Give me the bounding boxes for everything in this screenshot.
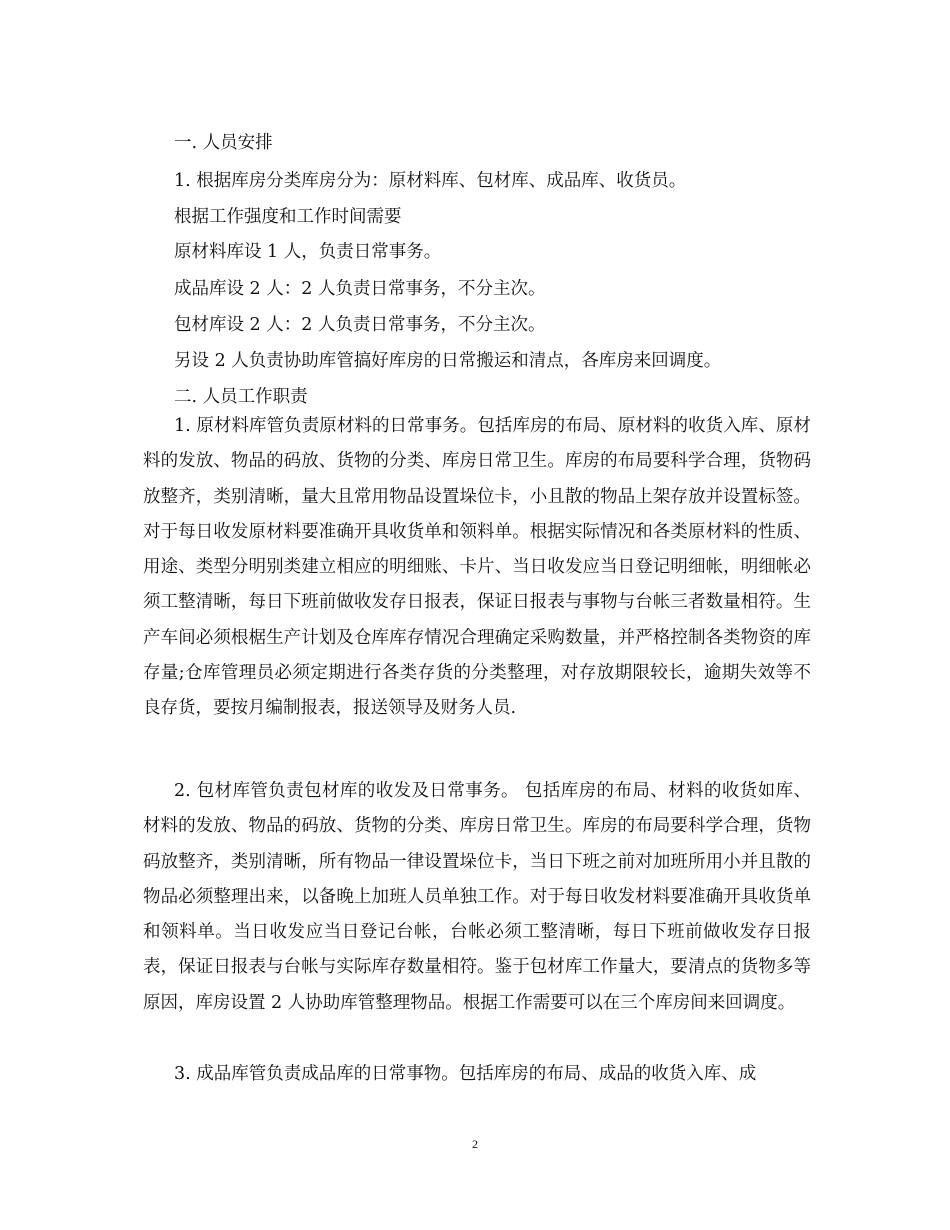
text-line: 成品库设 2 人：2 人负责日常事务，不分主次。 — [174, 279, 546, 299]
text-line: 包材库设 2 人：2 人负责日常事务，不分主次。 — [174, 315, 546, 335]
text-line: 根据工作强度和工作时间需要 — [174, 207, 402, 227]
text-line: 另设 2 人负责协助库管搞好库房的日常搬运和清点，各库房来回调度。 — [174, 351, 722, 371]
text-line: 1. 根据库房分类库房分为：原材料库、包材库、成品库、收货员。 — [174, 171, 687, 191]
section-heading-1: 一. 人员安排 — [174, 133, 273, 153]
page-number: 2 — [472, 1137, 478, 1151]
paragraph-1: 1. 原材料库管负责原材料的日常事务。包括库房的布局、原材料的收货入库、原材料的发放、物品的码放、货物的分类、库房日常卫生。库房的布局要科学合理，货物码放整齐，类别清晰，量大且常用物品设置垛位卡，小且散的物品上架存放并设置标签。对于每日收发原材料要准确开具收货单和领料单。根据实际情况和各类原材料的性质、用途、类型分明别类建立相应的明细账、卡片、当日收发应当日登记明细帐，明细帐必须工整清晰，每日下班前做收发存日报表，保证日报表与事物与台帐三者数量相符。生产车间必须根椐生产计划及仓库库存情况合理确定采购数量，并严格控制各类物资的库存量;仓库管理员必须定期进行各类存货的分类整理，对存放期限较长，逾期失效等不良存货，要按月编制报表，报送领导及财务人员. — [143, 416, 811, 719]
paragraph-3: 3. 成品库管负责成品库的日常事物。包括库房的布局、成品的收货入库、成 — [174, 1064, 757, 1084]
text-line: 原材料库设 1 人，负责日常事务。 — [174, 242, 442, 262]
section-heading-2: 二. 人员工作职责 — [174, 387, 308, 407]
paragraph-2: 2. 包材库管负责包材库的收发及日常事务。 包括库房的布局、材料的收货如库、材料的发放、物品的码放、货物的分类、库房日常卫生。库房的布局要科学合理，货物码放整齐，类别清晰，所有物品一律设置垛位卡，当日下班之前对加班所用小并且散的物品必须整理出来，以备晚上加班人员单独工作。对于每日收发材料要准确开具收货单和领料单。当日收发应当日登记台帐，台帐必须工整清晰，每日下班前做收发存日报表，保证日报表与台帐与实际库存数量相符。鉴于包材库工作量大，要清点的货物多等原因，库房设置 2 人协助库管整理物品。根据工作需要可以在三个库房间来回调度。 — [143, 781, 811, 1013]
